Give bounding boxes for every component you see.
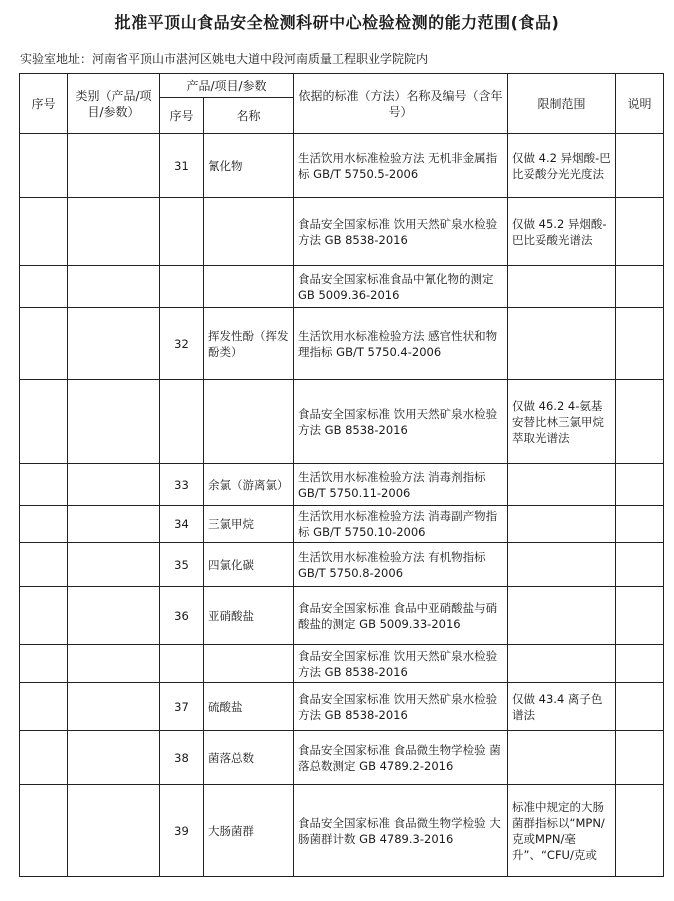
row-category (68, 464, 160, 506)
table-row (20, 683, 664, 731)
row-note (616, 198, 664, 266)
row-limit: 仅做 46.2 4-氨基安替比林三氯甲烷萃取光谱法 (508, 380, 616, 464)
row-limit: 仅做 4.2 异烟酸-巴比妥酸分光光度法 (508, 134, 616, 198)
row-note (616, 785, 664, 877)
row-standard: 食品安全国家标准 饮用天然矿泉水检验方法 GB 8538-2016 (294, 380, 508, 464)
row-note (616, 731, 664, 785)
row-seq (20, 134, 68, 198)
row-item-no: 39 (160, 785, 204, 877)
row-category (68, 683, 160, 731)
row-item-no (160, 198, 204, 266)
row-item-no: 32 (160, 308, 204, 380)
page-title: 批准平顶山食品安全检测科研中心检验检测的能力范围(食品) (114, 13, 560, 32)
table-row (20, 731, 664, 785)
row-seq (20, 506, 68, 543)
row-note (616, 683, 664, 731)
row-note (616, 506, 664, 543)
row-category (68, 785, 160, 877)
row-category (68, 380, 160, 464)
table-row (20, 543, 664, 587)
row-standard: 食品安全国家标准 饮用天然矿泉水检验方法 GB 8538-2016 (294, 645, 508, 683)
row-item-name: 菌落总数 (204, 731, 294, 785)
table-row (20, 785, 664, 877)
table-row (20, 587, 664, 645)
row-category (68, 198, 160, 266)
row-item-name: 氰化物 (204, 134, 294, 198)
row-standard: 食品安全国家标准 饮用天然矿泉水检验方法 GB 8538-2016 (294, 198, 508, 266)
header-category: 类别（产品/项目/参数） (68, 74, 160, 134)
table-row (20, 506, 664, 543)
row-category (68, 731, 160, 785)
row-note (616, 308, 664, 380)
row-item-name: 三氯甲烷 (204, 506, 294, 543)
header-standard: 依据的标准（方法）名称及编号（含年号） (294, 74, 508, 134)
row-standard: 生活饮用水标准检验方法 消毒剂指标 GB/T 5750.11-2006 (294, 464, 508, 506)
row-item-no (160, 266, 204, 308)
row-seq (20, 266, 68, 308)
row-note (616, 380, 664, 464)
row-category (68, 587, 160, 645)
row-item-name (204, 266, 294, 308)
row-item-no (160, 645, 204, 683)
row-item-no (160, 380, 204, 464)
row-item-name (204, 198, 294, 266)
row-limit (508, 308, 616, 380)
row-seq (20, 587, 68, 645)
row-seq (20, 464, 68, 506)
row-item-name: 硫酸盐 (204, 683, 294, 731)
row-seq (20, 785, 68, 877)
table-row (20, 134, 664, 198)
row-item-no: 37 (160, 683, 204, 731)
row-standard: 生活饮用水标准检验方法 感官性状和物理指标 GB/T 5750.4-2006 (294, 308, 508, 380)
row-note (616, 464, 664, 506)
row-category (68, 134, 160, 198)
row-note (616, 543, 664, 587)
row-note (616, 587, 664, 645)
header-limit: 限制范围 (508, 74, 616, 134)
row-item-name: 大肠菌群 (204, 785, 294, 877)
row-seq (20, 543, 68, 587)
row-limit (508, 266, 616, 308)
row-standard: 食品安全国家标准 食品中亚硝酸盐与硝酸盐的测定 GB 5009.33-2016 (294, 587, 508, 645)
header-name: 名称 (204, 98, 294, 134)
header-product-item: 产品/项目/参数 (160, 74, 294, 98)
lab-address: 实验室地址：河南省平顶山市湛河区姚电大道中段河南质量工程职业学院院内 (20, 52, 429, 66)
row-seq (20, 645, 68, 683)
row-limit: 仅做 43.4 离子色谱法 (508, 683, 616, 731)
row-item-no: 38 (160, 731, 204, 785)
row-note (616, 134, 664, 198)
row-standard: 生活饮用水标准检验方法 无机非金属指标 GB/T 5750.5-2006 (294, 134, 508, 198)
row-item-no: 35 (160, 543, 204, 587)
row-note (616, 645, 664, 683)
row-limit (508, 543, 616, 587)
row-standard: 生活饮用水标准检验方法 消毒副产物指标 GB/T 5750.10-2006 (294, 506, 508, 543)
row-note (616, 266, 664, 308)
row-standard: 生活饮用水标准检验方法 有机物指标 GB/T 5750.8-2006 (294, 543, 508, 587)
row-item-name: 挥发性酚（挥发酚类） (204, 308, 294, 380)
row-item-no: 34 (160, 506, 204, 543)
row-limit: 标准中规定的大肠菌群指标以“MPN/克或MPN/毫升”、“CFU/克或 (508, 785, 616, 877)
row-limit (508, 587, 616, 645)
row-seq (20, 198, 68, 266)
row-seq (20, 731, 68, 785)
row-standard: 食品安全国家标准 食品微生物学检验 大肠菌群计数 GB 4789.3-2016 (294, 785, 508, 877)
table-row (20, 464, 664, 506)
row-item-name: 亚硝酸盐 (204, 587, 294, 645)
row-standard: 食品安全国家标准食品中氰化物的测定 GB 5009.36-2016 (294, 266, 508, 308)
table-row (20, 645, 664, 683)
row-item-no: 36 (160, 587, 204, 645)
row-limit (508, 506, 616, 543)
row-seq (20, 380, 68, 464)
row-limit (508, 731, 616, 785)
table-row (20, 198, 664, 266)
header-note: 说明 (616, 74, 664, 134)
row-item-name (204, 380, 294, 464)
row-standard: 食品安全国家标准 饮用天然矿泉水检验方法 GB 8538-2016 (294, 683, 508, 731)
row-limit: 仅做 45.2 异烟酸-巴比妥酸光谱法 (508, 198, 616, 266)
table-row (20, 308, 664, 380)
row-item-no: 33 (160, 464, 204, 506)
row-category (68, 266, 160, 308)
row-limit (508, 464, 616, 506)
table-row (20, 380, 664, 464)
row-item-name: 四氯化碳 (204, 543, 294, 587)
row-category (68, 645, 160, 683)
row-category (68, 543, 160, 587)
row-item-name: 余氯（游离氯） (204, 464, 294, 506)
header-seq: 序号 (20, 74, 68, 134)
row-seq (20, 308, 68, 380)
row-category (68, 308, 160, 380)
row-seq (20, 683, 68, 731)
row-standard: 食品安全国家标准 食品微生物学检验 菌落总数测定 GB 4789.2-2016 (294, 731, 508, 785)
row-item-no: 31 (160, 134, 204, 198)
capability-table (19, 73, 664, 877)
row-limit (508, 645, 616, 683)
table-row (20, 266, 664, 308)
header-sub-seq: 序号 (160, 98, 204, 134)
row-category (68, 506, 160, 543)
row-item-name (204, 645, 294, 683)
